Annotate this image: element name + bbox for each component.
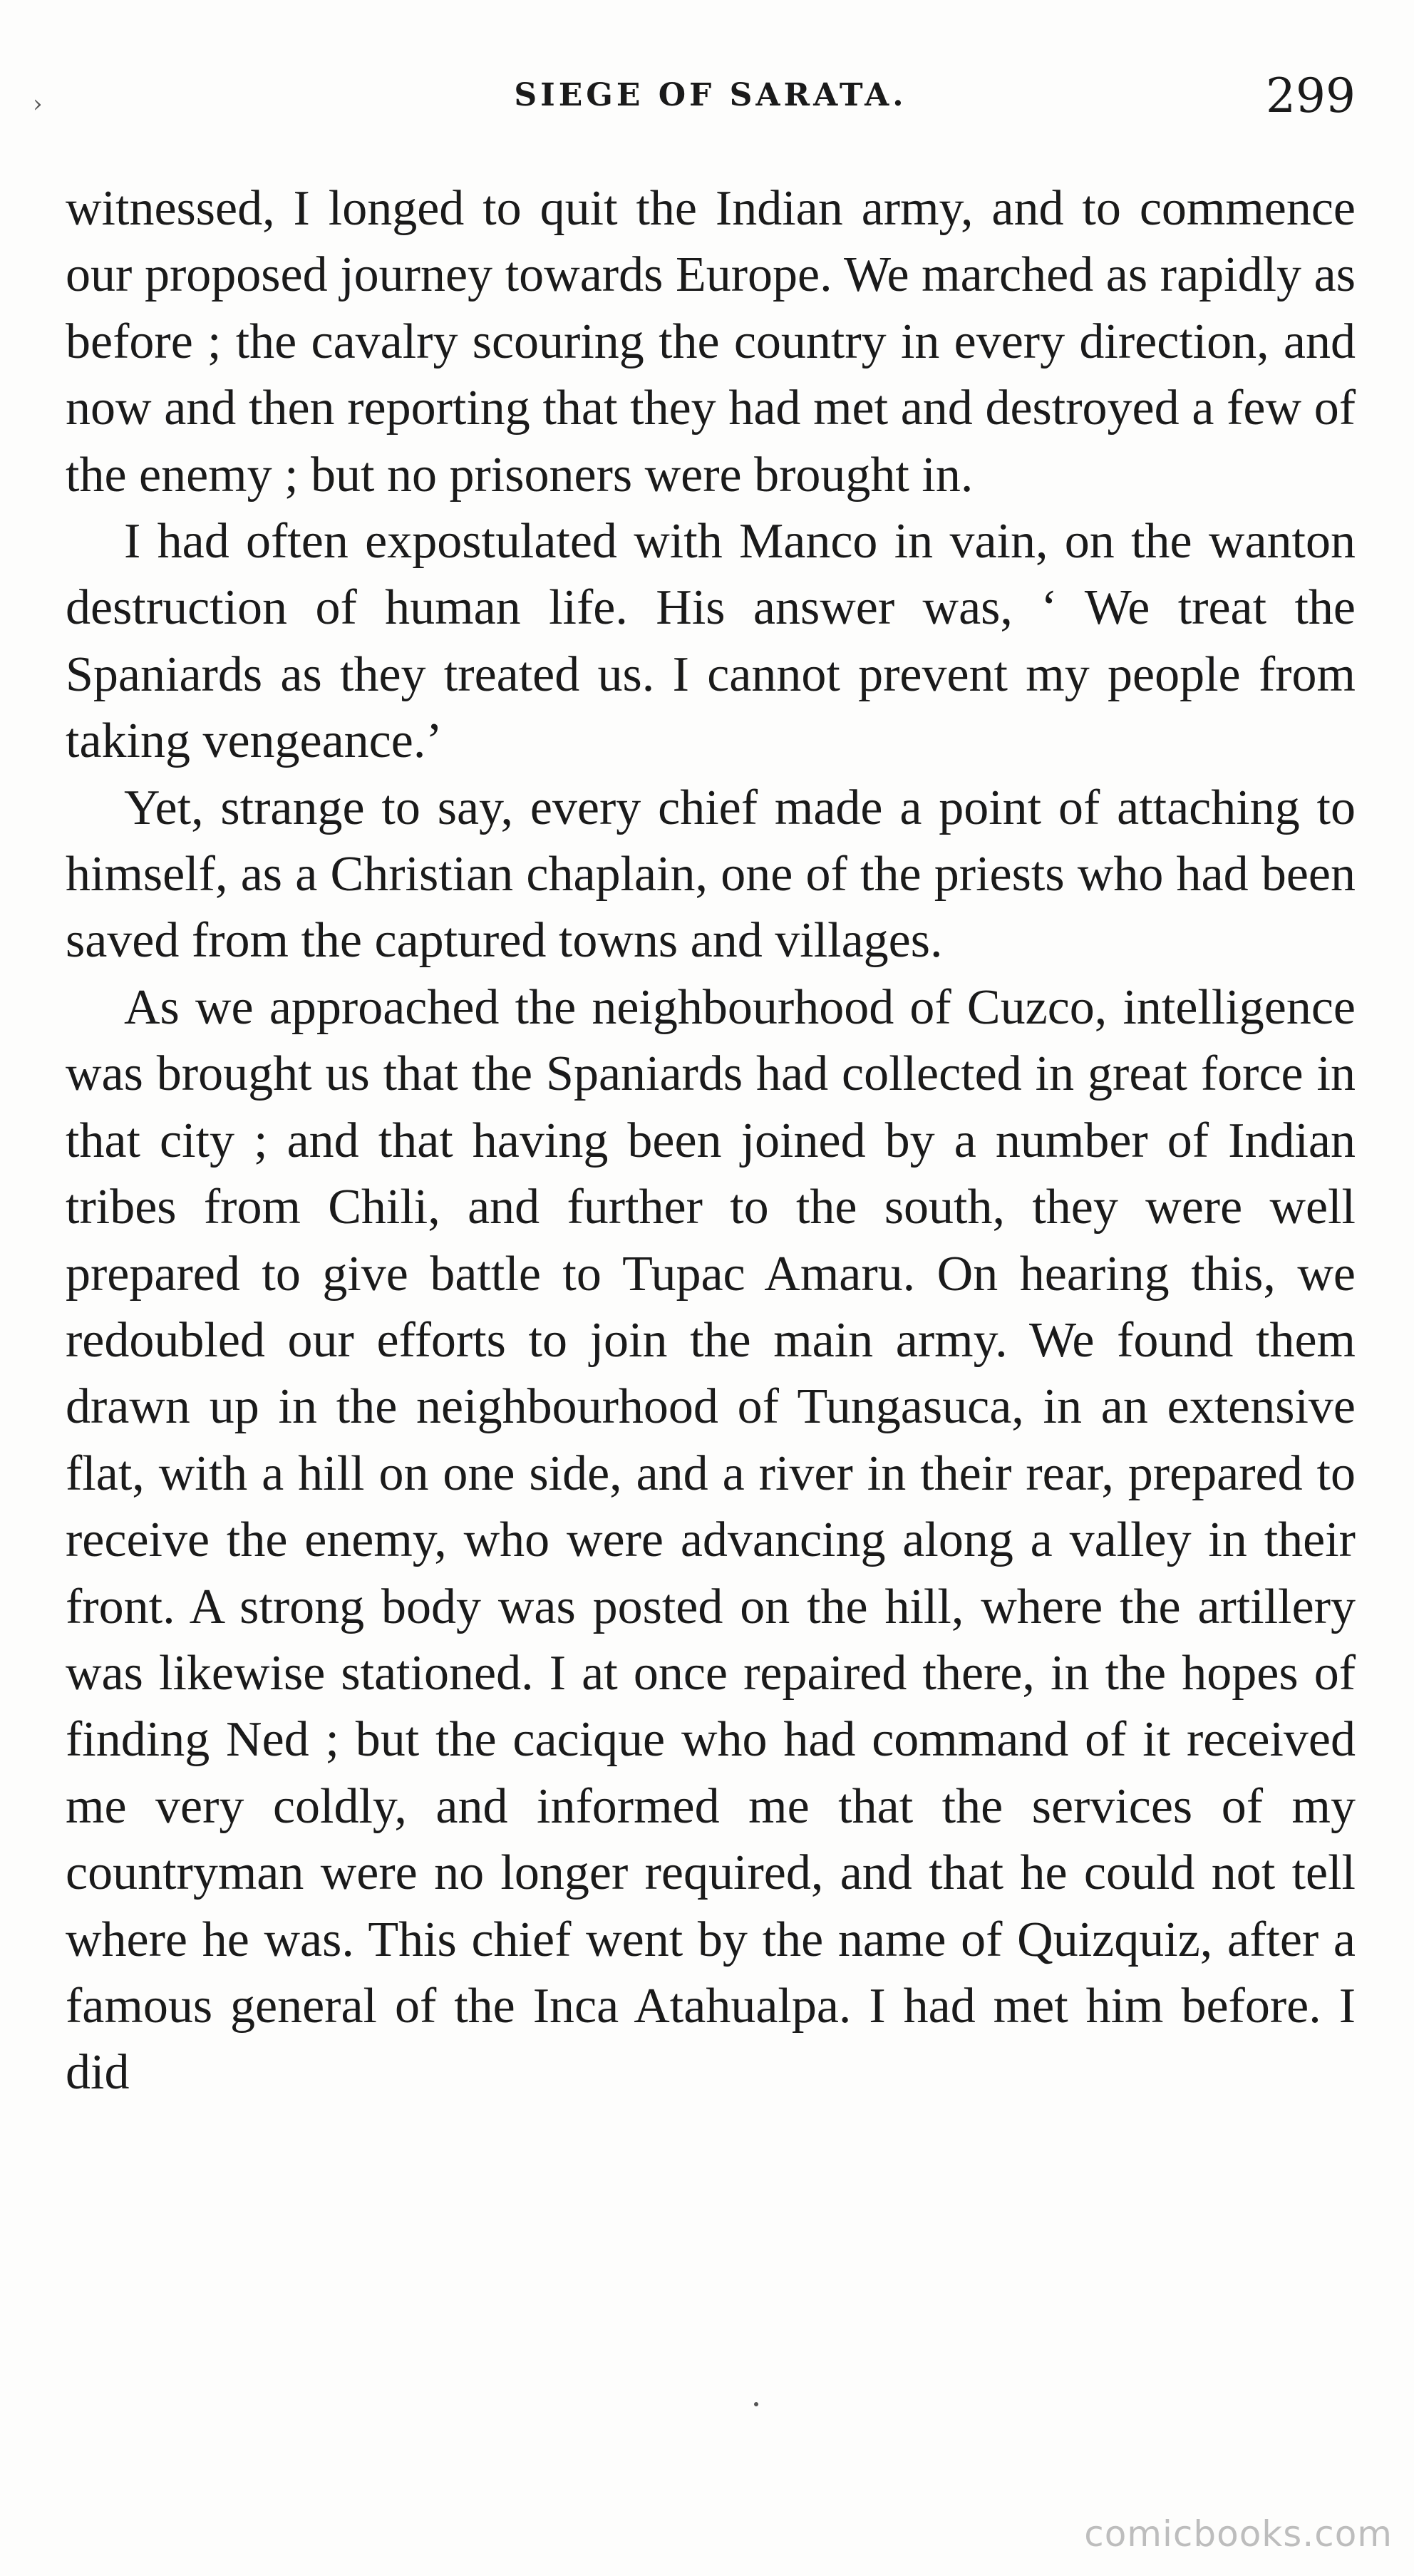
paragraph: I had often expostulated with Manco in vain, on the wanton destruction of human life. His answer was, ‘ We treat the Spaniards as they treated us. I cannot prevent my people from taking vengeance.’	[66, 514, 1356, 769]
page-number: 299	[1266, 68, 1356, 123]
margin-mark: ›	[33, 90, 43, 118]
body-text	[66, 175, 1356, 2106]
footer-dot	[754, 2402, 758, 2406]
paragraph: witnessed, I longed to quit the Indian army, and to commence our proposed journey towards Europe. We marched as rapidly as before ; the cavalry scouring the country in every direction, and now and then reporting that they had met and destroyed a few of the enemy ; but no prisoners were brought in.	[66, 181, 1356, 503]
running-title: SIEGE OF SARATA.	[514, 77, 907, 113]
paragraph: As we approached the neighbourhood of Cuzco, intelligence was brought us that the Spaniards had collected in great force in that city ; and that having been joined by a number of Indian tribes from Chili, and further to the south, they were well prepared to give battle to Tupac Amaru. On hearing this, we redoubled our efforts to join the main army. We found them drawn up in the neighbourhood of Tungasuca, in an extensive flat, with a hill on one side, and a river in their rear, prepared to receive the enemy, who were advancing along a valley in their front. A strong body was posted on the hill, where the artillery was likewise stationed. I at once repaired there, in the hopes of finding Ned ; but the cacique who had command of it received me very coldly, and informed me that the services of my countryman were no longer required, and that he could not tell where he was. This chief went by the name of Quizquiz, after a famous general of the Inca Atahualpa. I had met him before. I did	[66, 979, 1356, 2101]
watermark: comicbooks.com	[1084, 2513, 1393, 2555]
page-header	[33, 68, 1356, 133]
paragraph: Yet, strange to say, every chief made a point of attaching to himself, as a Christian chaplain, one of the priests who had been saved from the captured towns and villages.	[66, 780, 1356, 969]
